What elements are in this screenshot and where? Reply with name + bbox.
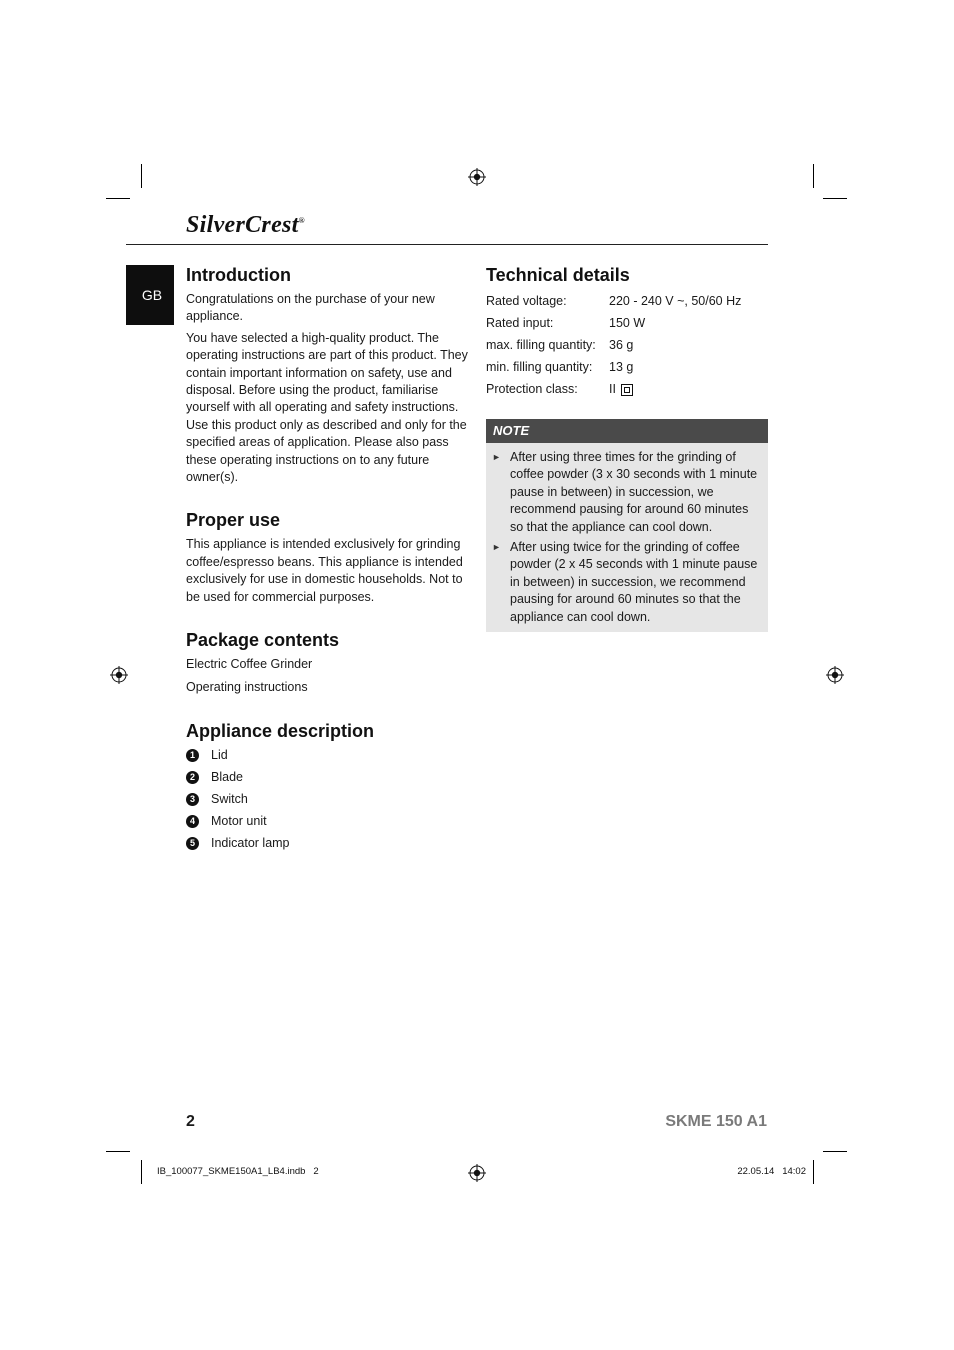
part-label: Lid	[211, 747, 228, 762]
spec-value: 150 W	[609, 316, 646, 331]
date-slug: 22.05.14 14:02	[737, 1166, 806, 1177]
parts-list	[186, 747, 470, 852]
introduction-section	[186, 263, 470, 486]
appliance-description-heading: Appliance description	[186, 720, 375, 741]
page-number: 2	[186, 1113, 195, 1130]
crop-mark-top-left-v	[141, 164, 142, 188]
introduction-paragraph-1: Congratulations on the purchase of your new appliance.	[186, 292, 435, 324]
package-contents-heading: Package contents	[186, 630, 340, 651]
spec-value: 13 g	[609, 360, 634, 375]
table-row	[486, 335, 741, 357]
package-item: Electric Coffee Grinder	[186, 657, 313, 672]
note-box	[486, 419, 768, 632]
left-column	[186, 263, 470, 857]
spec-value	[609, 379, 741, 401]
brand-logo: SilverCrest®	[186, 212, 305, 238]
package-item: Operating instructions	[186, 679, 308, 694]
number-badge-icon: 4	[186, 815, 199, 828]
table-row	[486, 291, 741, 313]
proper-use-section	[186, 508, 470, 606]
registration-mark-icon	[468, 1164, 486, 1182]
appliance-description-section	[186, 719, 470, 852]
arrow-right-icon: ►	[492, 542, 501, 553]
technical-details-heading: Technical details	[486, 265, 630, 285]
protection-class-value: II	[609, 382, 616, 397]
file-slug: IB_100077_SKME150A1_LB4.indb 2	[157, 1166, 319, 1177]
spec-key: Protection class:	[486, 382, 578, 397]
list-item	[492, 449, 762, 536]
header-rule	[126, 244, 768, 245]
note-body	[486, 443, 768, 632]
language-tab: GB	[126, 265, 174, 325]
crop-mark-bottom-left-h	[106, 1151, 130, 1152]
crop-mark-top-right-h	[823, 198, 847, 199]
part-label: Indicator lamp	[211, 835, 290, 850]
introduction-paragraph-2: You have selected a high-quality product. The operating instructions are part of this product. They contain important information on safety, use and disposal. Before using the product, familiarise yourself with all operating and safety instructions. Use this product only as described and only for the specified areas of application. Please also pass these operating instructions on to any future owner(s).	[186, 330, 468, 485]
number-badge-icon: 2	[186, 771, 199, 784]
technical-details-table	[486, 291, 741, 401]
arrow-right-icon: ►	[492, 452, 501, 462]
part-label: Blade	[211, 769, 243, 784]
spec-key: min. filling quantity:	[486, 360, 593, 375]
number-badge-icon: 3	[186, 793, 199, 806]
list-item	[186, 835, 470, 852]
proper-use-heading: Proper use	[186, 510, 281, 531]
package-contents-section	[186, 628, 470, 696]
list-item	[186, 813, 470, 830]
number-badge-icon: 5	[186, 837, 199, 850]
note-text: After using twice for the grinding of coffee powder (2 x 45 seconds with 1 minute pause in between) in succession, we recommend pausing for around 60 minutes so that the appliance can cool down.	[510, 540, 758, 624]
crop-mark-bottom-left-v	[141, 1160, 142, 1184]
crop-mark-top-left-h	[106, 198, 130, 199]
registration-mark-icon	[110, 666, 128, 684]
model-number: SKME 150 A1	[665, 1113, 767, 1130]
list-item	[186, 791, 470, 808]
spec-value: 36 g	[609, 338, 634, 353]
list-item	[186, 769, 470, 786]
list-item	[186, 747, 470, 764]
technical-details-section	[486, 263, 768, 401]
introduction-heading: Introduction	[186, 265, 291, 285]
note-text: After using three times for the grinding of coffee powder (3 x 30 seconds with 1 minute pause in between) in succession, we recommend pausing for around 60 minutes so that the appliance can cool down.	[510, 450, 758, 534]
crop-mark-top-right-v	[813, 164, 814, 188]
spec-key: max. filling quantity:	[486, 338, 596, 353]
table-row	[486, 357, 741, 379]
registration-mark-icon	[468, 168, 486, 186]
spec-key: Rated input:	[486, 316, 554, 331]
part-label: Motor unit	[211, 813, 267, 828]
table-row	[486, 379, 741, 401]
spec-key: Rated voltage:	[486, 294, 567, 309]
table-row	[486, 313, 741, 335]
crop-mark-bottom-right-v	[813, 1160, 814, 1184]
registration-mark-icon	[826, 666, 844, 684]
double-insulation-icon	[621, 384, 633, 396]
number-badge-icon: 1	[186, 749, 199, 762]
spec-value: 220 - 240 V ~, 50/60 Hz	[609, 294, 742, 309]
part-label: Switch	[211, 791, 248, 806]
note-heading: NOTE	[486, 419, 768, 443]
crop-mark-bottom-right-h	[823, 1151, 847, 1152]
right-column	[486, 263, 768, 401]
list-item	[492, 539, 762, 626]
proper-use-paragraph: This appliance is intended exclusively for grinding coffee/espresso beans. This appliance is intended exclusively for use in domestic households. Not to be used for commercial purposes.	[186, 537, 463, 604]
